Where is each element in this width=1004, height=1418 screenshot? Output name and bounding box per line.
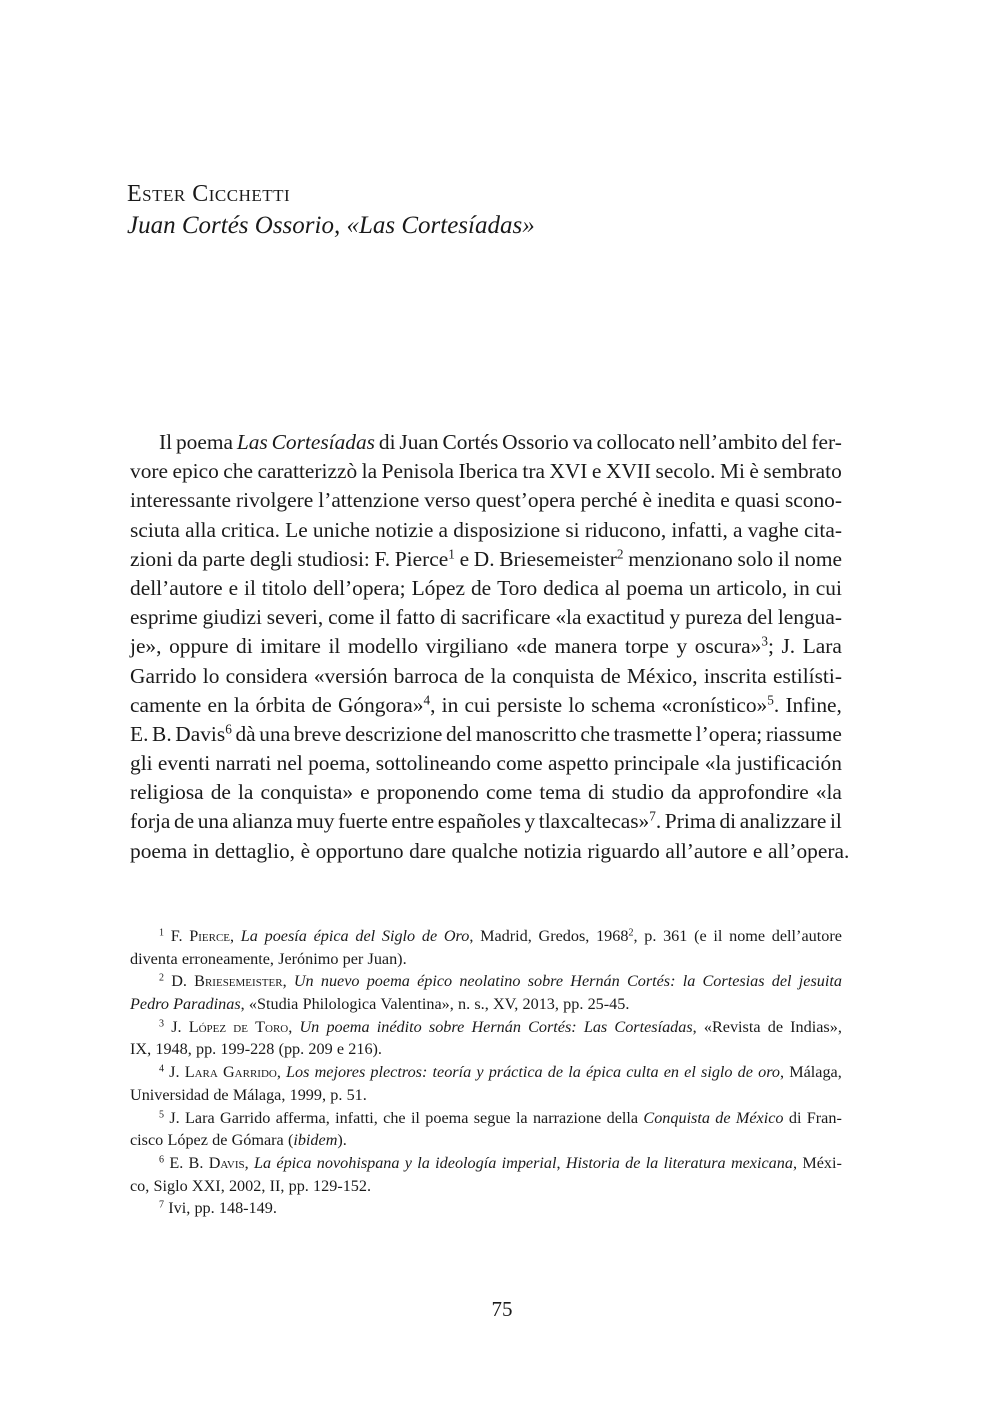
footnote-reference: 7 <box>649 809 656 825</box>
body-line: E. B. Davis$^6$ dà una breve descrizione del manoscritto che trasmette l’opera; riassume <box>130 721 842 746</box>
footnote-line: diventa erroneamente, Jerónimo per Juan). <box>130 949 407 968</box>
footnote-line: $^3$ J. López de Toro, Un poema inédito sobre Hernán Cortés: Las Cortesíadas, «Revista de Indias», <box>159 1017 842 1036</box>
footnote-line: $^6$ E. B. Davis, La épica novohispana y la ideología imperial, Historia de la literatura mexicana, Méxi- <box>159 1153 842 1172</box>
body-line: interessante rivolgere l’attenzione verso quest’opera perché è inedita e quasi scono- <box>130 488 842 513</box>
footnotes-section <box>130 925 842 1220</box>
footnote-reference: 1 <box>159 927 165 939</box>
footnote-line: $^7$ Ivi, pp. 148-149. <box>159 1199 277 1218</box>
footnote-line: $^4$ J. Lara Garrido, Los mejores plectros: teoría y práctica de la épica culta en el siglo de oro, Málaga, <box>159 1063 842 1082</box>
footnote-line: co, Siglo XXI, 2002, II, pp. 129-152. <box>130 1176 372 1195</box>
footnote-reference: 4 <box>159 1063 165 1075</box>
footnote-reference: 1 <box>448 546 455 562</box>
footnote-line: $^2$ D. Briesemeister, Un nuevo poema épico neolatino sobre Hernán Cortés: la Cortesias del jesuita <box>159 972 842 991</box>
body-line: camente en la órbita de Góngora»$^4$, in cui persiste lo schema «cronístico»$^5$. Infine, <box>130 692 842 717</box>
footnote-reference: 6 <box>159 1154 165 1166</box>
footnote-line: Universidad de Málaga, 1999, p. 51. <box>130 1085 367 1104</box>
footnote-reference: 5 <box>767 692 774 708</box>
footnote-line: IX, 1948, pp. 199-228 (pp. 209 e 216). <box>130 1040 382 1059</box>
body-line: poema in dettaglio, è opportuno dare qualche notizia riguardo all’autore e all’opera. <box>130 838 850 863</box>
footnote-reference: 7 <box>159 1199 165 1211</box>
article-author: Ester Cicchetti <box>127 181 291 207</box>
footnote-reference: 6 <box>225 721 232 737</box>
body-line: gli eventi narrati nel poema, sottolineando come aspetto principale «la justificación <box>130 751 842 776</box>
body-line: religiosa de la conquista» e proponendo come tema di studio da approfondire «la <box>130 780 842 805</box>
body-paragraph <box>130 428 850 866</box>
footnote-reference: 2 <box>616 546 624 562</box>
body-line: vore epico che caratterizzò la Penisola Iberica tra XVI e XVII secolo. Mi è sembrato <box>130 459 842 484</box>
page-number: 75 <box>491 1297 513 1321</box>
footnote-line: cisco López de Gómara (ibidem). <box>130 1131 347 1150</box>
footnote-line: Pedro Paradinas, «Studia Philologica Valentina», n. s., XV, 2013, pp. 25-45. <box>130 995 630 1014</box>
body-line: Garrido lo considera «versión barroca de la conquista de México, inscrita estilísti- <box>130 663 842 688</box>
body-line: Il poema Las Cortesíadas di Juan Cortés Ossorio va collocato nell’ambito del fer- <box>159 430 842 454</box>
body-line: sciuta alla critica. Le uniche notizie a disposizione si riducono, infatti, a vaghe cita- <box>130 517 842 542</box>
body-line: esprime giudizi severi, come il fatto di sacrificare «la exactitud y pureza del lengua- <box>130 605 842 630</box>
footnote-line: $^5$ J. Lara Garrido afferma, infatti, che il poema segue la narrazione della Conquista de México di Fran- <box>159 1108 842 1127</box>
footnote-reference: 3 <box>159 1018 165 1030</box>
footnote-line: $^1$ F. Pierce, La poesía épica del Siglo de Oro, Madrid, Gredos, 1968$^2$, p. 361 (e il nome dell’autore <box>159 927 842 945</box>
article-title: Juan Cortés Ossorio, «Las Cortesíadas» <box>127 212 535 239</box>
footnote-reference: 5 <box>159 1108 165 1120</box>
footnote-reference: 2 <box>159 972 165 984</box>
body-line: zioni da parte degli studiosi: F. Pierce$^1$ e D. Briesemeister$^2$ menzionano solo il nome <box>130 546 842 571</box>
body-line: dell’autore e il titolo dell’opera; López de Toro dedica al poema un articolo, in cui <box>130 575 842 600</box>
footnote-reference: 2 <box>628 927 634 939</box>
footnote-reference: 3 <box>761 634 768 650</box>
body-line: forja de una alianza muy fuerte entre españoles y tlaxcaltecas»$^7$. Prima di analizzare il <box>130 809 842 834</box>
footnote-reference: 4 <box>423 692 431 708</box>
body-line: je», oppure di imitare il modello virgiliano «de manera torpe y oscura»$^3$; J. Lara <box>130 634 842 659</box>
